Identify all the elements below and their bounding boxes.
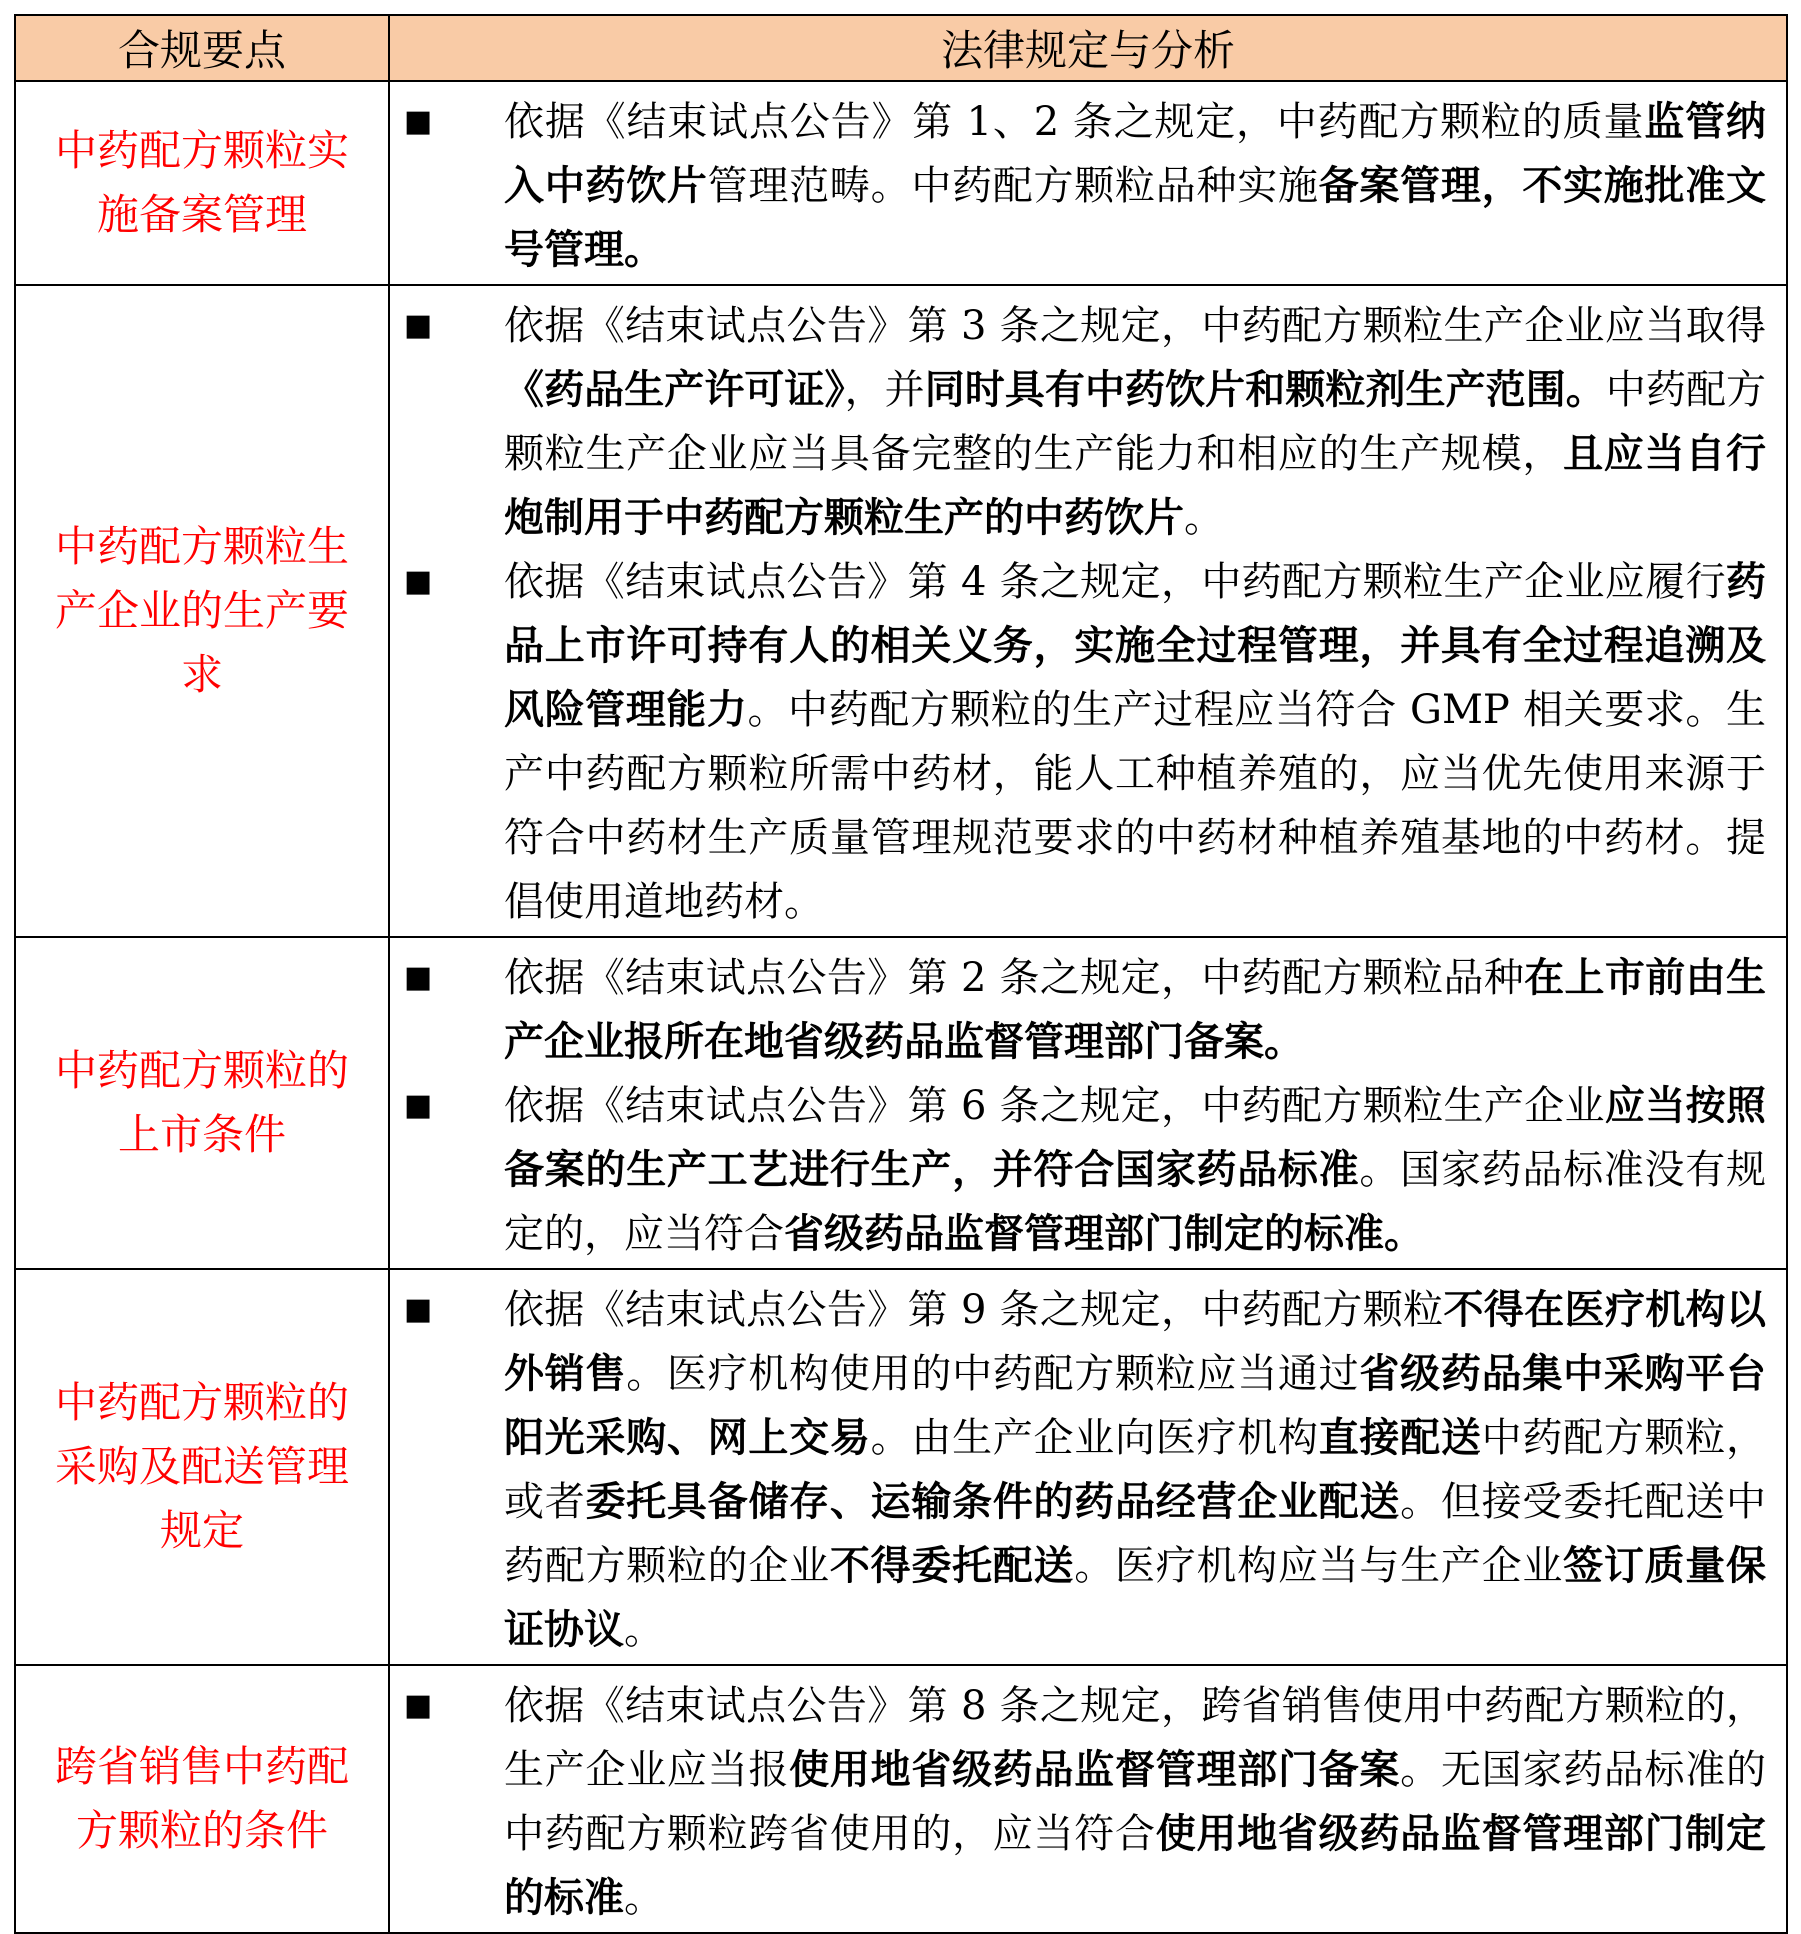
square-bullet-icon: ■: [404, 1088, 433, 1123]
table-header-row: [15, 15, 1787, 81]
text-segment: 依据《结束试点公告》第 4 条之规定，中药配方颗粒生产企业应履行: [504, 559, 1726, 605]
text-segment: 依据《结束试点公告》第 8 条之规定，跨省销售使用中药配方颗粒的，生产企业应当报: [504, 1683, 1766, 1793]
emphasized-text: 药品上市许可持有人的相关义务，实施全过程管理，并具有全过程追溯及风险管理能力: [504, 558, 1766, 733]
square-bullet-icon: ■: [404, 104, 433, 139]
square-bullet-icon: ■: [404, 1292, 433, 1327]
text-segment: 依据《结束试点公告》第 6 条之规定，中药配方颗粒生产企业: [504, 1083, 1605, 1129]
text-segment: 。医疗机构使用的中药配方颗粒应当通过: [626, 1351, 1360, 1397]
emphasized-text: 不得在医疗机构以外销售: [504, 1286, 1766, 1397]
square-bullet-icon: ■: [404, 960, 433, 995]
text-segment: 。国家药品标准没有规定的，应当符合: [504, 1147, 1767, 1257]
text-segment: 。但接受委托配送中药配方颗粒的企业: [504, 1479, 1767, 1589]
analysis-item: [404, 1674, 1766, 1930]
text-segment: 中药配方颗粒，或者: [504, 1415, 1767, 1525]
emphasized-text: 在上市前由生产企业报所在地省级药品监督管理部门备案。: [504, 954, 1766, 1065]
analysis-item: [404, 550, 1766, 934]
table-row: [15, 1269, 1787, 1665]
emphasized-text: 省级药品集中采购平台阳光采购、网上交易: [504, 1350, 1767, 1461]
emphasized-text: 备案管理，不实施批准文号管理。: [504, 162, 1767, 273]
compliance-point-label: 跨省销售中药配方颗粒的条件: [15, 1665, 389, 1933]
analysis-item: [404, 1074, 1766, 1266]
legal-analysis-cell: [389, 285, 1787, 937]
text-segment: 。中药配方颗粒的生产过程应当符合 GMP 相关要求。生产中药配方颗粒所需中药材，能人工种植养殖的，应当优先使用来源于符合中药材生产质量管理规范要求的中药材种植养殖基地的中药材。提倡使用道地药材。: [504, 687, 1766, 925]
table-row: [15, 1665, 1787, 1933]
analysis-text: [504, 1278, 1766, 1662]
text-segment: 依据《结束试点公告》第 2 条之规定，中药配方颗粒品种: [504, 955, 1525, 1001]
compliance-point-label: 中药配方颗粒的上市条件: [15, 937, 389, 1269]
emphasized-text: 使用地省级药品监督管理部门制定的标准: [504, 1810, 1767, 1921]
header-legal-analysis: 法律规定与分析: [389, 15, 1787, 81]
text-segment: 。由生产企业向医疗机构: [870, 1415, 1319, 1461]
emphasized-text: 应当按照备案的生产工艺进行生产，并符合国家药品标准: [504, 1082, 1766, 1193]
analysis-item: [404, 946, 1766, 1074]
header-compliance-points: 合规要点: [15, 15, 389, 81]
emphasized-text: 监管纳入中药饮片: [504, 98, 1766, 209]
compliance-table: [14, 14, 1788, 1934]
analysis-item: [404, 90, 1766, 282]
emphasized-text: 直接配送: [1318, 1414, 1482, 1461]
emphasized-text: 《药品生产许可证》: [504, 366, 845, 413]
text-segment: 中药配方颗粒生产企业应当具备完整的生产能力和相应的生产规模，: [504, 367, 1767, 477]
emphasized-text: 省级药品监督管理部门制定的标准。: [784, 1210, 1424, 1257]
compliance-point-label: 中药配方颗粒生产企业的生产要求: [15, 285, 389, 937]
legal-analysis-cell: [389, 937, 1787, 1269]
compliance-point-label: 中药配方颗粒的采购及配送管理规定: [15, 1269, 389, 1665]
square-bullet-icon: ■: [404, 308, 433, 343]
text-segment: ，并: [844, 367, 925, 413]
text-segment: 依据《结束试点公告》第 3 条之规定，中药配方颗粒生产企业应当取得: [504, 303, 1766, 349]
table-body: [15, 81, 1787, 1933]
emphasized-text: 委托具备储存、运输条件的药品经营企业配送: [585, 1478, 1401, 1525]
text-segment: 依据《结束试点公告》第 9 条之规定，中药配方颗粒: [504, 1287, 1444, 1333]
table-row: [15, 937, 1787, 1269]
text-segment: 。: [624, 1607, 664, 1653]
square-bullet-icon: ■: [404, 564, 433, 599]
table-row: [15, 285, 1787, 937]
analysis-text: [504, 946, 1766, 1074]
analysis-text: [504, 1674, 1766, 1930]
table-row: [15, 81, 1787, 285]
emphasized-text: 签订质量保证协议: [504, 1542, 1767, 1653]
emphasized-text: 同时具有中药饮片和颗粒剂生产范围。: [924, 366, 1606, 413]
legal-analysis-cell: [389, 81, 1787, 285]
text-segment: 。医疗机构应当与生产企业: [1074, 1543, 1564, 1589]
text-segment: 。: [1184, 495, 1224, 541]
analysis-text: [504, 1074, 1766, 1266]
text-segment: 。无国家药品标准的中药配方颗粒跨省使用的，应当符合: [504, 1747, 1767, 1857]
emphasized-text: 使用地省级药品监督管理部门备案: [789, 1746, 1401, 1793]
analysis-text: [504, 90, 1766, 282]
analysis-text: [504, 550, 1766, 934]
analysis-text: [504, 294, 1766, 550]
legal-analysis-cell: [389, 1269, 1787, 1665]
compliance-point-label: 中药配方颗粒实施备案管理: [15, 81, 389, 285]
text-segment: 管理范畴。中药配方颗粒品种实施: [707, 163, 1319, 209]
analysis-item: [404, 294, 1766, 550]
text-segment: 依据《结束试点公告》第 1、2 条之规定，中药配方颗粒的质量: [504, 99, 1645, 145]
text-segment: 。: [624, 1875, 664, 1921]
emphasized-text: 且应当自行炮制用于中药配方颗粒生产的中药饮片: [504, 430, 1767, 541]
emphasized-text: 不得委托配送: [829, 1542, 1075, 1589]
analysis-item: [404, 1278, 1766, 1662]
square-bullet-icon: ■: [404, 1688, 433, 1723]
legal-analysis-cell: [389, 1665, 1787, 1933]
